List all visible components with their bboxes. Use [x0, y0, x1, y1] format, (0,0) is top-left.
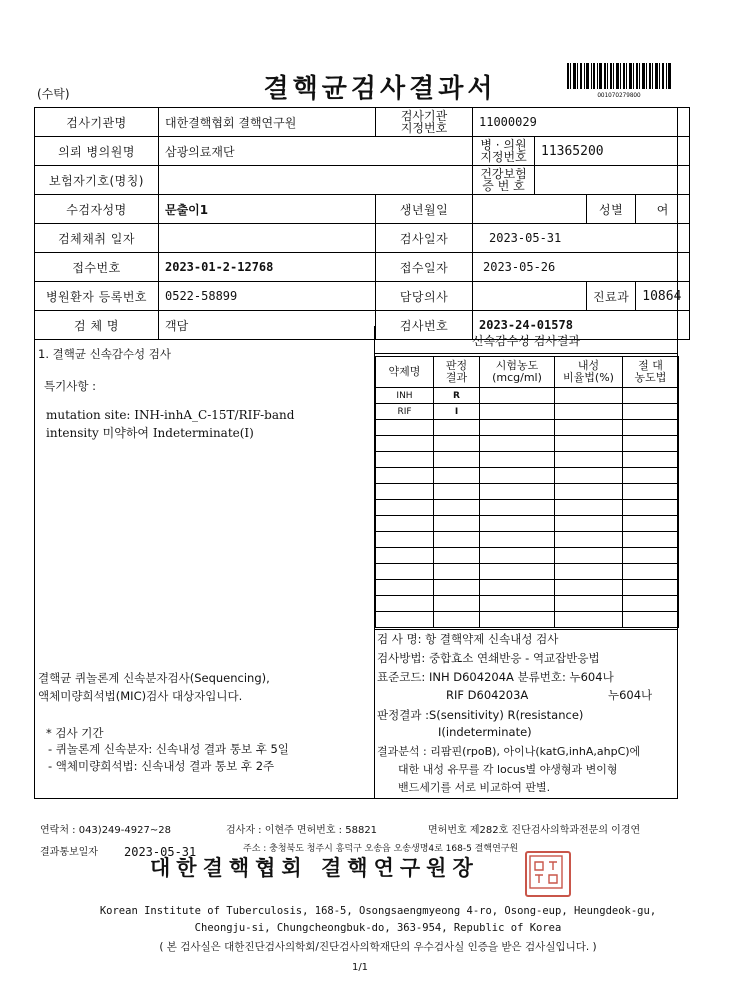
result-cell-ratio [555, 468, 623, 484]
dept-value: 10864 [636, 282, 690, 311]
result-cell-drug [376, 484, 434, 500]
col-drug: 약제명 [376, 357, 434, 388]
result-cell-abs [623, 564, 679, 580]
result-cell-drug [376, 596, 434, 612]
result-cell-conc [480, 516, 555, 532]
mutation-line1: mutation site: INH-inhA_C-15T/RIF-band [46, 408, 295, 422]
result-cell-drug [376, 436, 434, 452]
section-title: 1. 결핵균 신속감수성 검사 [38, 347, 172, 361]
result-cell-ratio [555, 580, 623, 596]
result-row [376, 596, 679, 612]
eng-address1: Korean Institute of Tuberculosis, 168-5, Osongsaengmyeong 4-ro, Osong-eup, Heungdeok-gu, [99, 905, 657, 917]
result-cell-drug [376, 420, 434, 436]
hospital-value: 삼광의료재단 [159, 137, 473, 166]
method-test-method: 검사방법: 중합효소 연쇄반응 - 역교잡반응법 [377, 651, 600, 665]
result-cell-conc [480, 484, 555, 500]
method-judgment2: I(indeterminate) [438, 725, 532, 739]
result-row [376, 500, 679, 516]
hospital-label: 의뢰 병의원명 [35, 137, 159, 166]
result-cell-ratio [555, 596, 623, 612]
receipt-date-label: 접수일자 [376, 253, 473, 282]
result-cell-drug: INH [376, 388, 434, 404]
birth-value [473, 195, 587, 224]
method-judgment1: 판정결과 :S(sensitivity) R(resistance) [377, 708, 584, 722]
result-cell-ratio [555, 436, 623, 452]
result-cell-conc [480, 420, 555, 436]
barcode-number: OO1O7O2798OO [597, 92, 641, 99]
result-row [376, 548, 679, 564]
result-cell-judgment [434, 468, 480, 484]
result-cell-abs [623, 500, 679, 516]
patient-label: 수검자성명 [35, 195, 159, 224]
mutation-line2: intensity 미약하여 Indeterminate(I) [46, 426, 254, 440]
insurance-value [535, 166, 690, 195]
dept-label: 진료과 [587, 282, 636, 311]
result-cell-ratio [555, 388, 623, 404]
note1-line2: 액체미량희석법(MIC)검사 대상자입니다. [38, 689, 243, 703]
contact: 연락처 : 043)249-4927~28 [40, 825, 171, 836]
birth-label: 생년월일 [376, 195, 473, 224]
test-date-value: 2023-05-31 [473, 224, 690, 253]
results-table [375, 356, 679, 628]
institution-label: 검사기관명 [35, 108, 159, 137]
result-cell-drug [376, 516, 434, 532]
result-cell-judgment [434, 436, 480, 452]
result-cell-conc [480, 436, 555, 452]
result-cell-conc [480, 596, 555, 612]
result-cell-ratio [555, 420, 623, 436]
result-cell-conc [480, 388, 555, 404]
inst-code-value: 11000029 [473, 108, 690, 137]
result-row [376, 516, 679, 532]
notify-date: 2023-05-31 [124, 845, 197, 859]
col-abs: 절 대 농도법 [623, 357, 679, 388]
hospital-code-value: 11365200 [535, 137, 690, 166]
result-cell-drug [376, 532, 434, 548]
result-cell-judgment [434, 532, 480, 548]
cert-note: ( 본 검사실은 대한진단검사의학회/진단검사의학재단의 우수검사실 인증을 받은 검사실입니다. ) [159, 941, 597, 953]
result-row [376, 420, 679, 436]
result-row [376, 388, 679, 404]
result-cell-abs [623, 548, 679, 564]
result-cell-judgment [434, 580, 480, 596]
result-cell-abs [623, 532, 679, 548]
result-cell-ratio [555, 612, 623, 628]
insurance-label: 건강보험 증 번 호 [473, 166, 535, 195]
receipt-no-label: 접수번호 [35, 253, 159, 282]
result-cell-conc [480, 404, 555, 420]
results-title: 신속감수성 검사결과 [471, 334, 581, 348]
col-ratio: 내성 비율법(%) [555, 357, 623, 388]
result-cell-abs [623, 580, 679, 596]
result-cell-conc [480, 532, 555, 548]
seal-icon [527, 853, 565, 891]
test-no-value: 2023-24-01578 [473, 311, 690, 340]
official-seal [525, 851, 571, 897]
result-cell-drug [376, 548, 434, 564]
result-cell-judgment [434, 420, 480, 436]
period-line1: - 퀴놀론계 신속분자: 신속내성 결과 통보 후 5일 [48, 742, 289, 756]
test-date-label: 검사일자 [376, 224, 473, 253]
result-cell-judgment [434, 612, 480, 628]
page-title: 결핵균검사결과서 [263, 74, 497, 104]
result-cell-conc [480, 580, 555, 596]
doctor-value [473, 282, 587, 311]
specimen-value: 객담 [159, 311, 376, 340]
result-cell-judgment: R [434, 388, 480, 404]
collect-label: 검체채취 일자 [35, 224, 159, 253]
inst-code-label: 검사기관 지정번호 [376, 108, 473, 137]
result-cell-ratio [555, 404, 623, 420]
result-cell-abs [623, 468, 679, 484]
collect-value [159, 224, 376, 253]
col-judgment: 판정 결과 [434, 357, 480, 388]
result-cell-drug [376, 452, 434, 468]
result-cell-ratio [555, 532, 623, 548]
result-cell-conc [480, 468, 555, 484]
result-cell-ratio [555, 564, 623, 580]
method-analysis2: 대한 내성 유무를 각 locus별 야생형과 변이형 [398, 763, 618, 776]
result-cell-judgment [434, 548, 480, 564]
result-cell-drug [376, 500, 434, 516]
result-cell-conc [480, 452, 555, 468]
sex-value: 여 [636, 195, 690, 224]
result-row [376, 580, 679, 596]
result-cell-abs [623, 484, 679, 500]
examiner: 검사자 : 이현주 면허번호 : 58821 [226, 825, 378, 836]
result-row [376, 452, 679, 468]
result-cell-ratio [555, 500, 623, 516]
license: 면허번호 제282호 진단검사의학과전문의 이경연 [428, 825, 641, 836]
note1-line1: 결핵균 퀴놀론계 신속분자검사(Sequencing), [38, 671, 270, 685]
result-cell-judgment [434, 516, 480, 532]
result-cell-drug [376, 468, 434, 484]
info-table [34, 107, 690, 340]
reg-no-label: 병원환자 등록번호 [35, 282, 159, 311]
result-cell-conc [480, 500, 555, 516]
reg-no-value: 0522-58899 [159, 282, 376, 311]
method-analysis3: 밴드세기를 서로 비교하여 판별. [398, 781, 551, 794]
result-cell-judgment: I [434, 404, 480, 420]
result-row [376, 532, 679, 548]
receipt-no-value: 2023-01-2-12768 [159, 253, 376, 282]
result-row [376, 612, 679, 628]
method-std-class2: 누604나 [608, 688, 653, 702]
result-row [376, 436, 679, 452]
result-row [376, 564, 679, 580]
result-cell-judgment [434, 452, 480, 468]
receipt-label: (수탁) [37, 87, 70, 101]
result-cell-drug [376, 564, 434, 580]
insured-value [159, 166, 473, 195]
hospital-code-label: 병 · 의원 지정번호 [473, 137, 535, 166]
result-cell-drug [376, 580, 434, 596]
page-number: 1/1 [351, 962, 369, 973]
result-cell-judgment [434, 596, 480, 612]
result-row [376, 404, 679, 420]
result-cell-abs [623, 388, 679, 404]
result-cell-conc [480, 564, 555, 580]
method-std-code1: 표준코드: INH D604204A 분류번호: 누604나 [377, 670, 614, 684]
specimen-label: 검 체 명 [35, 311, 159, 340]
result-cell-abs [623, 612, 679, 628]
method-analysis1: 결과분석 : 리팜핀(rpoB), 아이나(katG,inhA,ahpC)에 [377, 745, 641, 758]
patient-value: 문출이1 [159, 195, 376, 224]
doctor-label: 담당의사 [376, 282, 473, 311]
result-cell-ratio [555, 484, 623, 500]
result-cell-judgment [434, 500, 480, 516]
insured-label: 보험자기호(명칭) [35, 166, 159, 195]
result-cell-abs [623, 452, 679, 468]
result-cell-abs [623, 404, 679, 420]
result-cell-drug [376, 612, 434, 628]
method-divider [374, 629, 678, 630]
period-line2: - 액체미량희석법: 신속내성 결과 통보 후 2주 [48, 759, 275, 773]
result-cell-conc [480, 548, 555, 564]
col-conc: 시험농도 (mcg/ml) [480, 357, 555, 388]
result-cell-ratio [555, 516, 623, 532]
eng-address2: Cheongju-si, Chungcheongbuk-do, 363-954, Republic of Korea [194, 922, 562, 934]
org-name: 대한결핵협회 결핵연구원장 [150, 855, 479, 880]
result-row [376, 468, 679, 484]
method-std-code2: RIF D604203A [446, 688, 529, 702]
result-cell-judgment [434, 484, 480, 500]
receipt-date-value: 2023-05-26 [473, 253, 690, 282]
result-cell-abs [623, 420, 679, 436]
result-cell-judgment [434, 564, 480, 580]
method-test-name: 검 사 명: 항 결핵약제 신속내성 검사 [377, 632, 559, 646]
remarks-label: 특기사항 : [44, 379, 96, 393]
address: 주소 : 충청북도 청주시 흥덕구 오송읍 오송생명4로 168-5 결핵연구원 [243, 844, 519, 854]
result-cell-abs [623, 436, 679, 452]
sex-label: 성별 [587, 195, 636, 224]
result-cell-conc [480, 612, 555, 628]
result-cell-ratio [555, 548, 623, 564]
institution-value: 대한결핵협회 결핵연구원 [159, 108, 376, 137]
result-cell-drug: RIF [376, 404, 434, 420]
result-cell-ratio [555, 452, 623, 468]
result-cell-abs [623, 596, 679, 612]
result-cell-abs [623, 516, 679, 532]
test-no-label: 검사번호 [376, 311, 473, 340]
period-title: * 검사 기간 [46, 726, 104, 740]
result-row [376, 484, 679, 500]
notify-label: 결과통보일자 [40, 847, 98, 858]
